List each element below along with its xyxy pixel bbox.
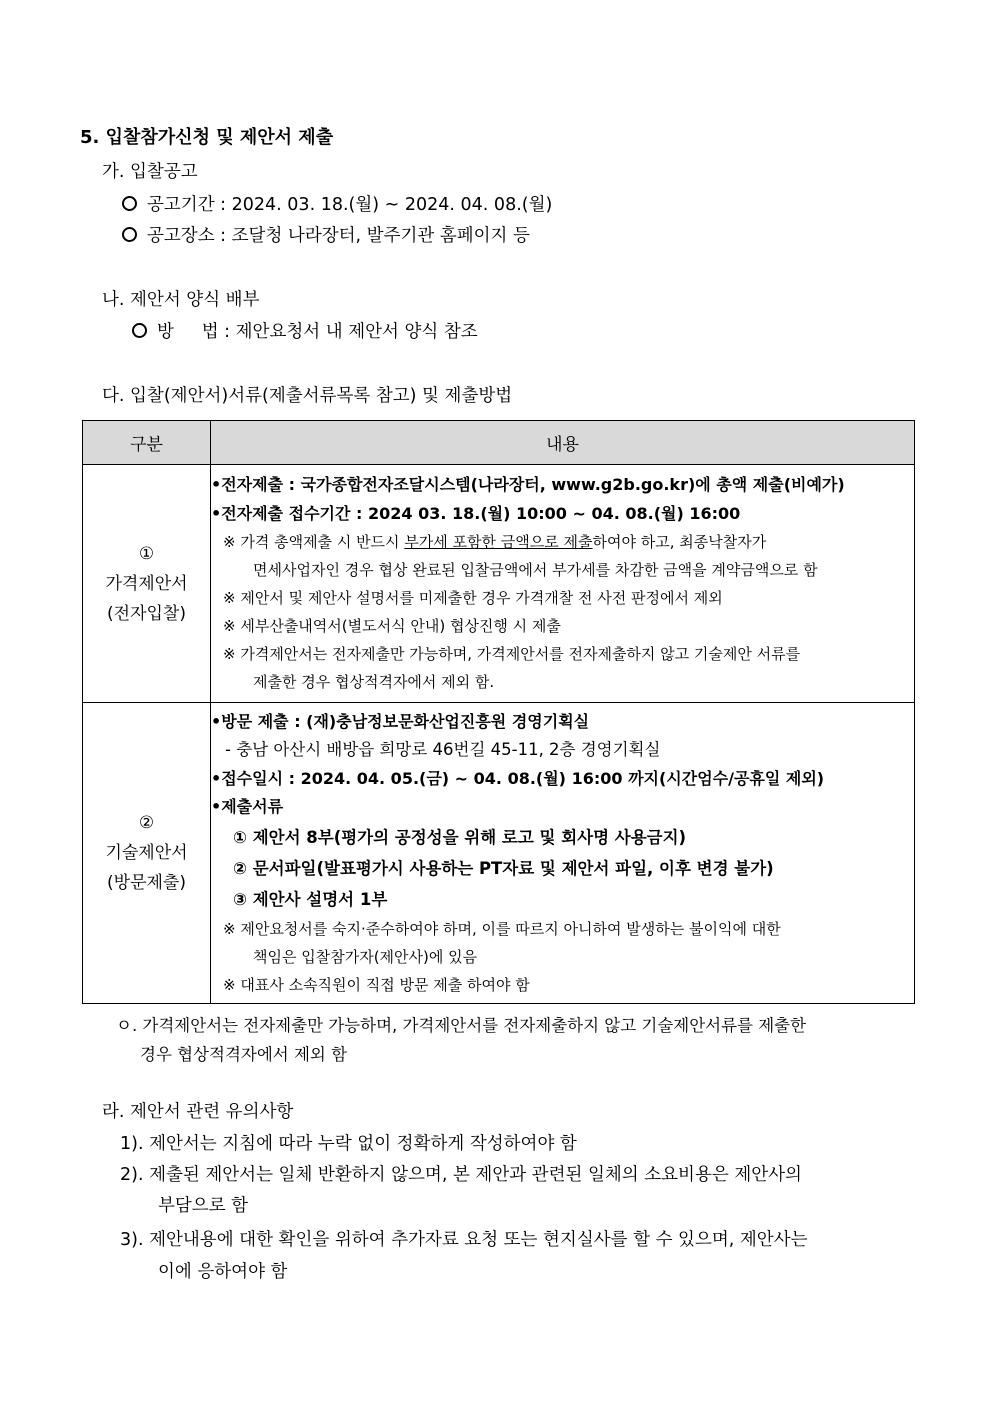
list-item: 1). 제안서는 지침에 따라 누락 없이 정확하게 작성하여야 함 <box>120 1134 577 1154</box>
list-item: 2). 제출된 제안서는 일체 반환하지 않으며, 본 제안과 관련된 일체의 소요비용은 제안사의 <box>120 1165 802 1185</box>
circle-bullet-icon <box>122 227 137 242</box>
subsection-ra-title: 라. 제안서 관련 유의사항 <box>102 1102 294 1122</box>
list-item-cont: 이에 응하여야 함 <box>158 1262 288 1282</box>
subsection-na-title: 나. 제안서 양식 배부 <box>102 290 260 310</box>
row-content: •방문 제출 : (재)충남정보문화산업진흥원 경영기획실 - 충남 아산시 배방읍 희망로 46번길 45-11, 2층 경영기획실 •접수일시 : 2024. 04. 05.(금) ~ 04. 08.(월) 16:00 까지(시간엄수/공휴일 제외) •제출서류 ① 제안서 8부(평가의 공정성을 위해 로고 및 회사명 사용금지) ② 문서파일(발표평가시 사용하는 PT자료 및 제안서 파일, 이후 변경 불가) ③ 제안사 설명서 1부 ※ 제안요청서를 숙지·준수하여야 하며, 이를 따르지 아니하여 발생하는 불이익에 대한 책임은 입찰참가자(제안사)에 있음 ※ 대표사 소속직원이 직접 방문 제출 하여야 함 <box>211 703 915 1004</box>
table-header: 내용 <box>211 421 915 465</box>
circle-bullet-icon <box>132 323 147 338</box>
subsection-ga-title: 가. 입찰공고 <box>102 162 198 182</box>
list-item: 공고기간 : 2024. 03. 18.(월) ~ 2024. 04. 08.(월) <box>122 193 552 217</box>
table-row <box>83 465 915 703</box>
row-content: •전자제출 : 국가종합전자조달시스템(나라장터, www.g2b.go.kr)에 총액 제출(비예가) •전자제출 접수기간 : 2024 03. 18.(월) 10:00 ~ 04. 08.(월) 16:00 ※ 가격 총액제출 시 반드시 부가세 포함한 금액으로 제출하여야 하고, 최종낙찰자가 면세사업자인 경우 협상 완료된 입찰금액에서 부가세를 차감한 금액을 계약금액으로 함 ※ 제안서 및 제안사 설명서를 미제출한 경우 가격개찰 전 사전 판정에서 제외 ※ 세부산출내역서(별도서식 안내) 협상진행 시 제출 ※ 가격제안서는 전자제출만 가능하며, 가격제안서를 전자제출하지 않고 기술제안 서류를 제출한 경우 협상적격자에서 제외 함. <box>211 465 915 703</box>
submission-table <box>82 420 915 1004</box>
row-label: ① 가격제안서 (전자입찰) <box>83 465 211 703</box>
list-item-cont: 부담으로 함 <box>158 1196 249 1216</box>
list-item: 공고장소 : 조달청 나라장터, 발주기관 홈페이지 등 <box>122 224 530 248</box>
table-footnote: ㅇ. 가격제안서는 전자제출만 가능하며, 가격제안서를 전자제출하지 않고 기술제안서류를 제출한 <box>116 1016 807 1035</box>
row-label: ② 기술제안서 (방문제출) <box>83 703 211 1004</box>
circle-bullet-icon <box>122 196 137 211</box>
table-header: 구분 <box>83 421 211 465</box>
subsection-da-title: 다. 입찰(제안서)서류(제출서류목록 참고) 및 제출방법 <box>102 386 513 406</box>
table-row <box>83 703 915 1004</box>
table-footnote-cont: 경우 협상적격자에서 제외 함 <box>140 1045 348 1064</box>
list-item: 3). 제안내용에 대한 확인을 위하여 추가자료 요청 또는 현지실사를 할 수 있으며, 제안사는 <box>120 1230 808 1250</box>
list-item: 방 법 : 제안요청서 내 제안서 양식 참조 <box>132 320 478 344</box>
section-title: 5. 입찰참가신청 및 제안서 제출 <box>80 127 334 148</box>
table-header-row <box>83 421 915 465</box>
